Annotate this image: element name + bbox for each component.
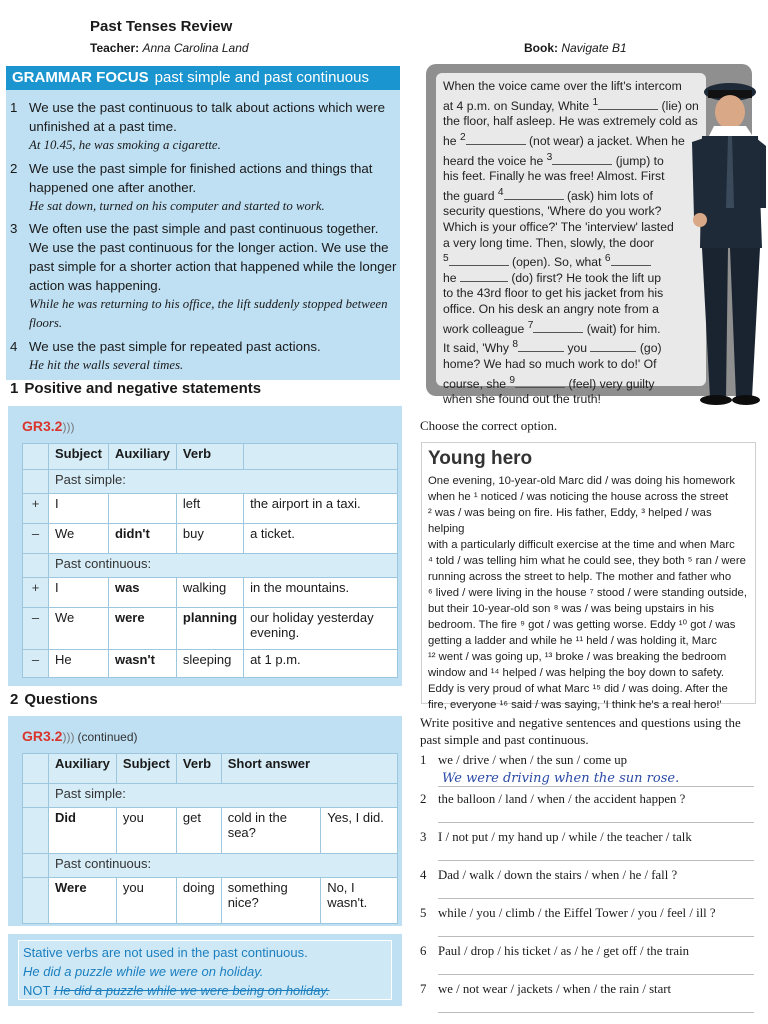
handwritten-answer-1: We were driving when the sun rose. (442, 771, 680, 786)
table-row: + I left the airport in a taxi. (23, 494, 398, 524)
table-row: – He wasn't sleeping at 1 p.m. (23, 650, 398, 678)
exercise-item-7: 7 we / not wear / jackets / when / the rain / start (420, 982, 672, 996)
exercise-item-6: 6 Paul / drop / his ticket / as / he / get off / the train (420, 944, 690, 958)
audio-code: GR3.2))) (22, 418, 75, 434)
questions-table: Auxiliary Subject Verb Short answer Past simple: Did you get cold in the sea? Yes, I did. Past continuous: Were you doing something nice? No, I wasn't. (22, 753, 398, 924)
teacher-line: Teacher: Anna Carolina Land (90, 41, 249, 55)
exercise-item-5: 5 while / you / climb / the Eiffel Tower / you / feel / ill ? (420, 906, 716, 920)
exercise-item-2: 2 the balloon / land / when / the accident happen ? (420, 792, 686, 806)
answer-line (438, 974, 754, 975)
statements-table: Subject Auxiliary Verb Past simple: + I left the airport in a taxi. – We didn't buy a ticket. Past continuous: + I was walking in the mountains. – We were planning our holiday yesterday evening. – He wasn't sleeping at 1 p.m. (22, 443, 398, 678)
audio-icon: ))) (62, 730, 75, 744)
audio-icon: ))) (62, 420, 75, 434)
audio-code-continued: GR3.2))) (continued) (22, 728, 138, 744)
grammar-focus-header: GRAMMAR FOCUS past simple and past continuous (6, 66, 400, 90)
grammar-rule-3: 3 We often use the past simple and past continuous together. We use the past continuous for the longer action. We use the past simple for a shorter action that happened while the longer action was happening. While he was returning to his office, the lift suddenly stopped between floors. (10, 221, 397, 330)
answer-line (438, 822, 754, 823)
lift-story-text: When the voice came over the lift's intercom at 4 p.m. on Sunday, White $^1$ (lie) on the floor, half asleep. He was extremely cold as he $^2$ (not wear) a jacket. When he heard the voice he $^3$ (jump) to his feet. Finally he was free! Almost. First the guard $^4$ (ask) him lots of security questions, 'Where do you work? Which is your office?' The 'interview' lasted a very long time. Then, slowly, the door $^5$ (open). So, what $^6$ he (do) first? He took the lift up to the 43rd floor to get his jacket from his office. On his desk an angry note from a work colleague $^7$ (wait) for him. It said, 'Why $^8$ you (go) home? We had so much work to do!' Of course, she $^9$ (feel) very guilty when she found out the truth! (436, 73, 706, 386)
table-row: Did you get cold in the sea? Yes, I did. (23, 808, 398, 854)
answer-line (438, 786, 754, 787)
exercise-item-3: 3 I / not put / my hand up / while / the teacher / talk (420, 830, 692, 844)
young-hero-exercise: Young hero One evening, 10-year-old Marc did / was doing his homework when he ¹ noticed / was noticing the house across the street ² was / was being on fire. His father, Eddy, ³ helped / was helping with a particularly difficult exercise at the time and when Marc ⁴ told / was telling him what he could see, they both ⁵ ran / were running across the street to help. The mother and father who ⁶ lived / were living in the house ⁷ stood / were standing outside, but their 10-year-old son ⁸ was / was being upstairs in his bedroom. The fire ⁹ got / was getting worse. Eddy ¹⁰ got / was getting a ladder and while he ¹¹ held / was holding it, Marc ¹² went / was going up, ¹³ broke / was breaking the bedroom window and ¹⁴ helped / was helping the boy down to safety. Eddy is very proud of what Marc ¹⁵ did / was doing. After the fire, everyone ¹⁶ said / was saying, 'I think he's a real hero!' (421, 442, 756, 704)
section-title-statements: 1 Positive and negative statements (10, 380, 262, 397)
page-title: Past Tenses Review (90, 18, 233, 35)
answer-line (438, 936, 754, 937)
exercise-instruction-write: Write positive and negative sentences and questions using the past simple and past continuous. (420, 715, 741, 747)
young-hero-title: Young hero (428, 448, 533, 469)
security-guard-illustration (688, 78, 768, 408)
answer-line (438, 1012, 754, 1013)
exercise-instruction-choose: Choose the correct option. (420, 418, 558, 433)
stative-note: Stative verbs are not used in the past continuous. He did a puzzle while we were on holiday. NOT He did a puzzle while we were being on holiday. (8, 934, 402, 1006)
table-row: – We were planning our holiday yesterday evening. (23, 608, 398, 650)
table-row: Were you doing something nice? No, I wasn't. (23, 878, 398, 924)
grammar-rule-1: 1 We use the past continuous to talk about actions which were unfinished at a past time. At 10.45, he was smoking a cigarette. (10, 100, 386, 152)
book-line: Book: Navigate B1 (524, 41, 627, 55)
section-title-questions: 2 Questions (10, 691, 98, 708)
answer-line (438, 860, 754, 861)
exercise-item-4: 4 Dad / walk / down the stairs / when / he / fall ? (420, 868, 678, 882)
answer-line (438, 898, 754, 899)
table-row: + I was walking in the mountains. (23, 578, 398, 608)
grammar-rule-4: 4 We use the past simple for repeated past actions. He hit the walls several times. (10, 339, 321, 372)
grammar-rule-2: 2 We use the past simple for finished actions and things that happened one after another. He sat down, turned on his computer and started to work. (10, 161, 373, 213)
table-row: – We didn't buy a ticket. (23, 524, 398, 554)
exercise-item-1: 1 we / drive / when / the sun / come up (420, 753, 628, 767)
